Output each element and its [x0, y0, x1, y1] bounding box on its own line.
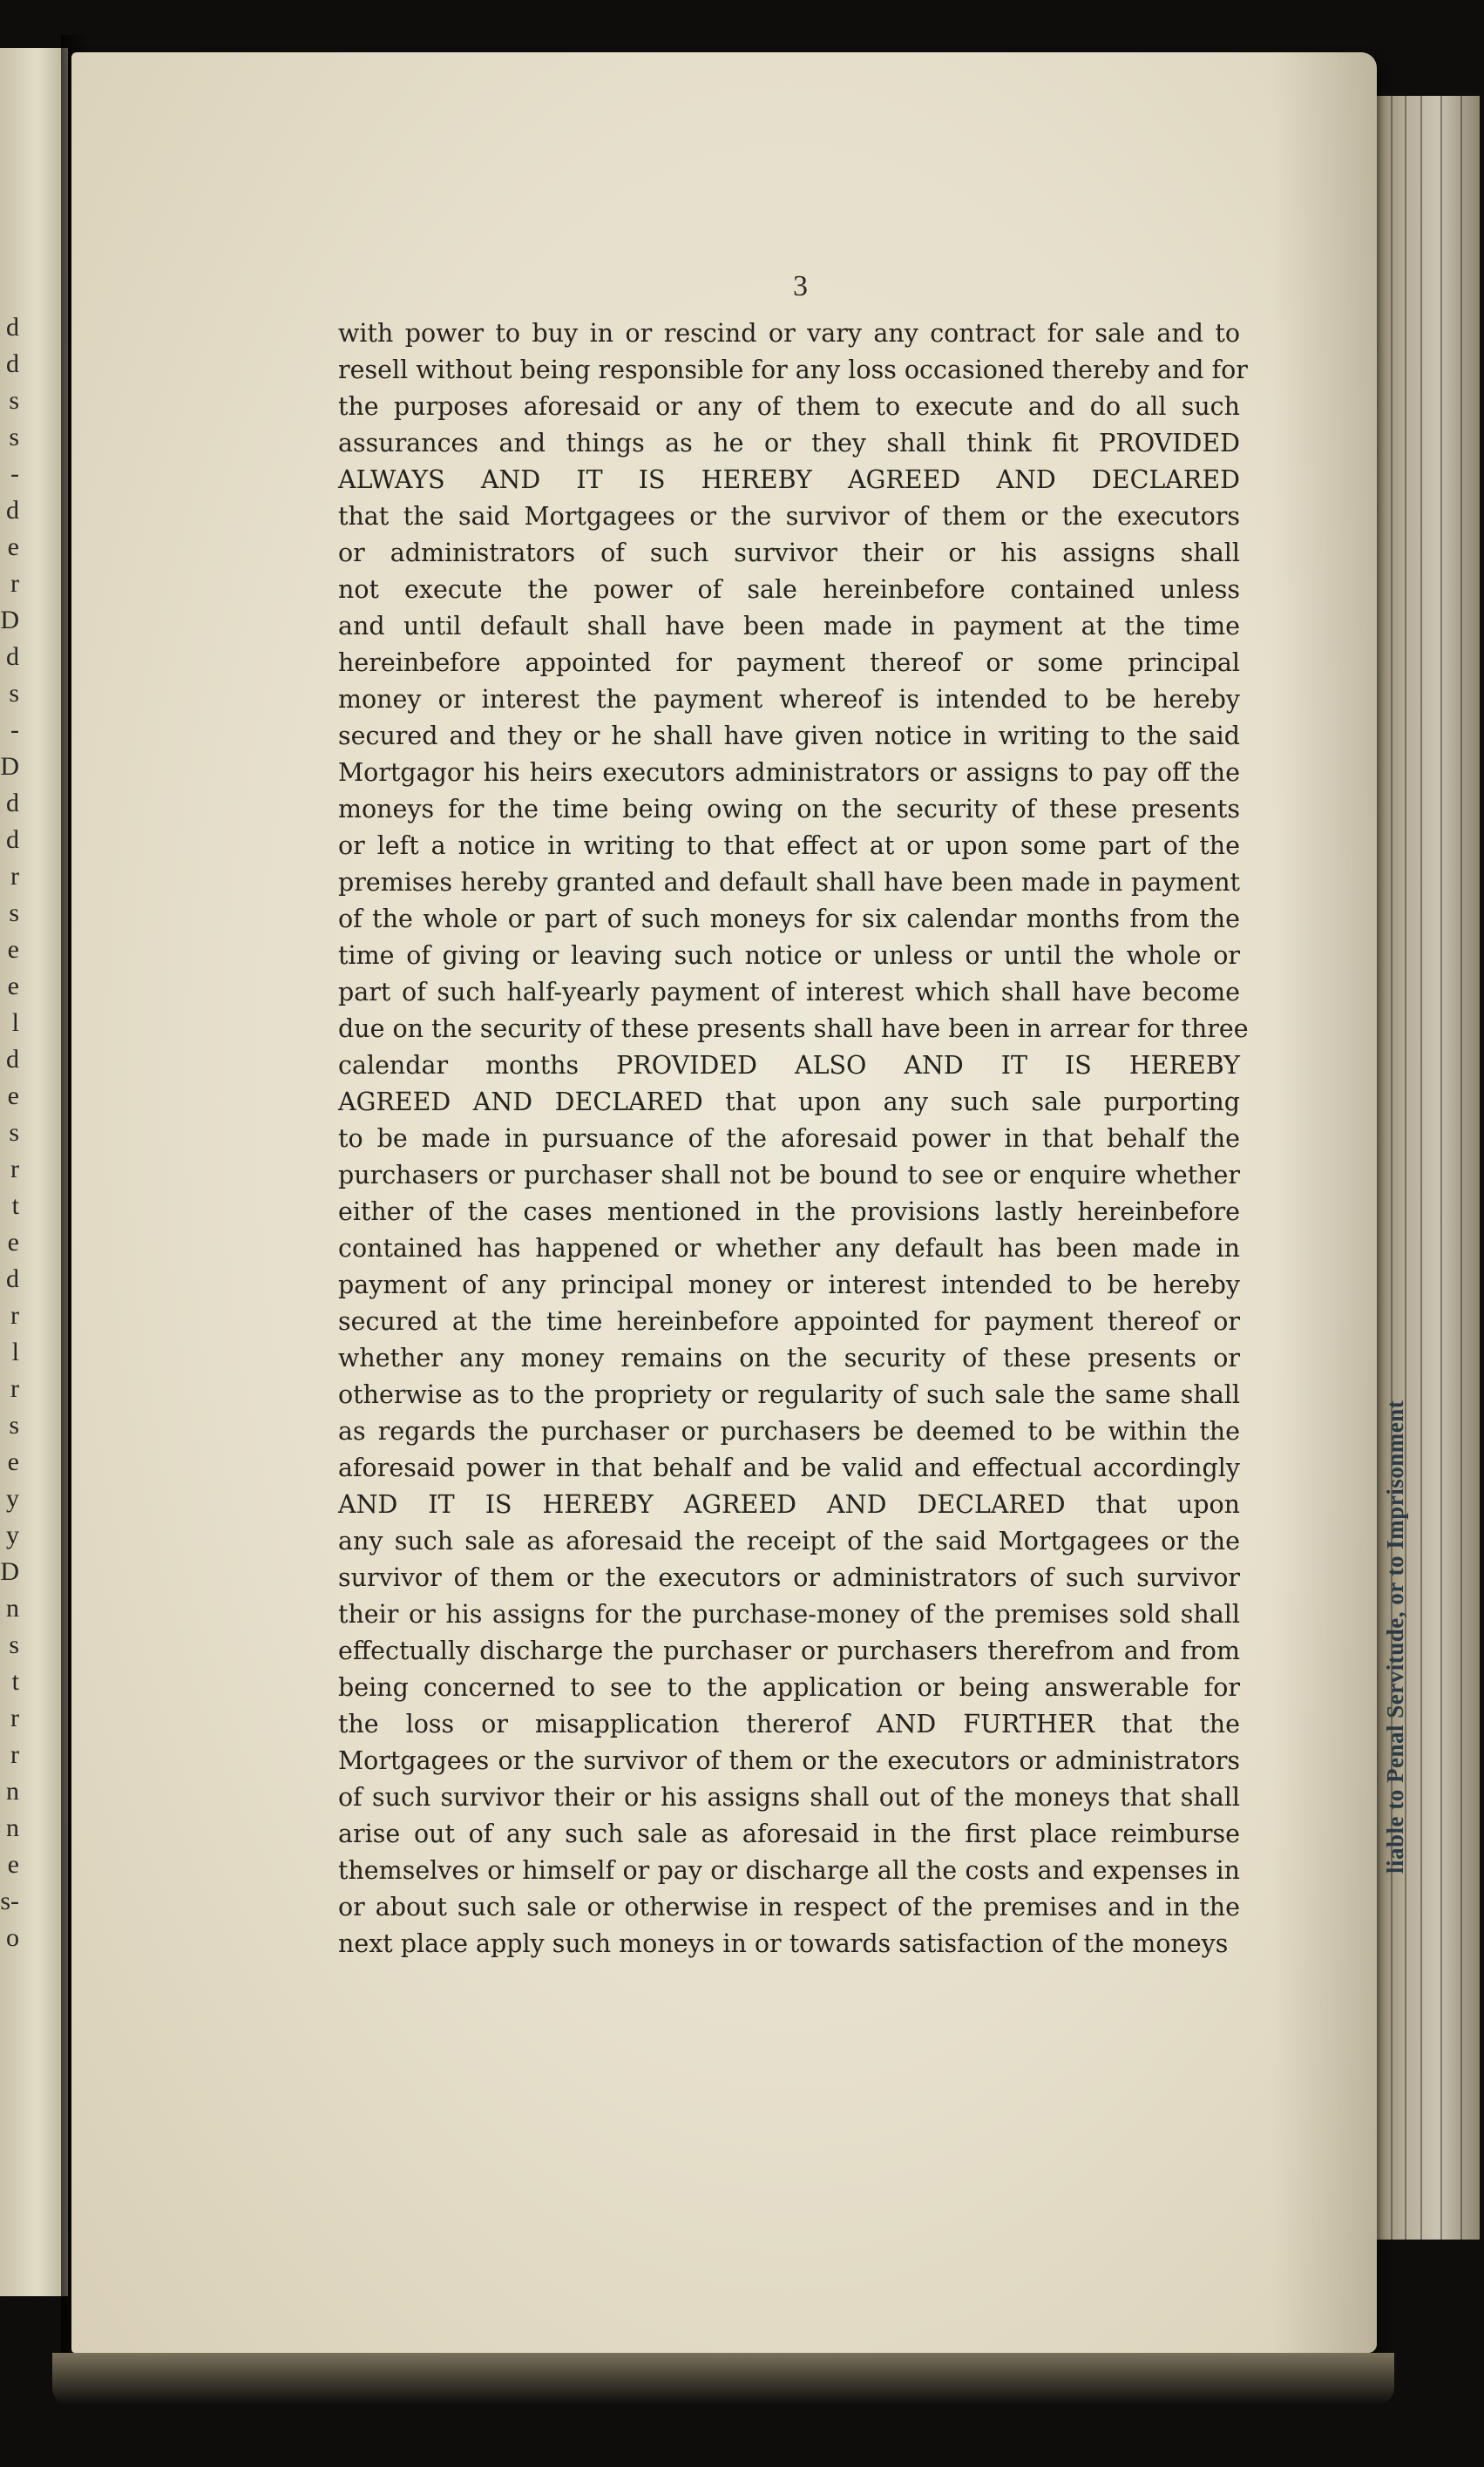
edge-letter: n	[6, 1813, 19, 1842]
edge-letter: -	[10, 715, 19, 744]
text-line: payment of any principal money or interest intended to be hereby	[338, 1271, 1240, 1299]
edge-letter: D	[0, 1557, 19, 1586]
edge-letter: e	[7, 532, 19, 561]
text-line: as regards the purchaser or purchasers be deemed to be within the	[338, 1417, 1240, 1446]
text-line: time of giving or leaving such notice or unless or until the whole or	[338, 941, 1240, 970]
edge-letter: d	[6, 1264, 19, 1293]
edge-letter: r	[10, 862, 19, 891]
text-line: whether any money remains on the security of these presents or	[338, 1344, 1240, 1372]
text-line: not execute the power of sale hereinbefore contained unless	[338, 575, 1240, 604]
edge-letter: t	[11, 1191, 19, 1220]
text-line: or left a notice in writing to that effect at or upon some part of the	[338, 831, 1240, 860]
edge-letter: e	[7, 1081, 19, 1110]
text-line: or about such sale or otherwise in respect of the premises and in the	[338, 1893, 1240, 1921]
edge-letter: y	[6, 1521, 19, 1549]
edge-letter: r	[10, 569, 19, 598]
edge-letter: -	[10, 459, 19, 488]
edge-letter: e	[7, 972, 19, 1000]
edge-letter: d	[6, 496, 19, 525]
edge-letter: d	[6, 642, 19, 671]
edge-letter: s	[9, 423, 19, 451]
edge-letter: r	[10, 1374, 19, 1403]
edge-letter: r	[10, 1155, 19, 1183]
edge-letter: e	[7, 1447, 19, 1476]
page-edge-line	[1460, 96, 1462, 2240]
edge-letter: D	[0, 752, 19, 781]
text-line: AND IT IS HEREBY AGREED AND DECLARED that upon	[338, 1490, 1240, 1519]
text-line: being concerned to see to the application or being answerable for	[338, 1673, 1240, 1702]
text-line: themselves or himself or pay or discharge all the costs and expenses in	[338, 1856, 1240, 1885]
text-line: purchasers or purchaser shall not be bound to see or enquire whether	[338, 1161, 1240, 1189]
page-number: 3	[793, 270, 808, 302]
text-line: resell without being responsible for any loss occasioned thereby and for	[338, 356, 1248, 384]
edge-letter: l	[11, 1008, 19, 1037]
edge-letter: s	[9, 679, 19, 708]
text-line: arise out of any such sale as aforesaid in the first place reimburse	[338, 1820, 1240, 1848]
edge-letter: s	[9, 1118, 19, 1147]
body-text-block	[338, 315, 1249, 1962]
left-page-edge-letters	[0, 309, 19, 1956]
edge-letter: e	[7, 1228, 19, 1257]
text-line: hereinbefore appointed for payment thereof or some principal	[338, 648, 1240, 677]
text-line: survivor of them or the executors or administrators of such survivor	[338, 1563, 1240, 1592]
edge-letter: y	[6, 1484, 19, 1513]
text-line: effectually discharge the purchaser or purchasers therefrom and from	[338, 1637, 1240, 1665]
text-line: or administrators of such survivor their or his assigns shall	[338, 539, 1240, 567]
edge-letter: r	[10, 1301, 19, 1330]
edge-letter: o	[6, 1923, 19, 1952]
edge-letter: r	[10, 1704, 19, 1732]
edge-letter: r	[10, 1740, 19, 1769]
edge-letter: l	[11, 1338, 19, 1366]
edge-letter: d	[6, 825, 19, 854]
text-line: their or his assigns for the purchase-money of the premises sold shall	[338, 1600, 1240, 1629]
edge-letter: d	[6, 1045, 19, 1074]
edge-letter: s	[9, 898, 19, 927]
edge-letter: s-	[0, 1887, 19, 1915]
text-line: secured and they or he shall have given notice in writing to the said	[338, 722, 1240, 750]
text-line: secured at the time hereinbefore appointed for payment thereof or	[338, 1307, 1240, 1336]
text-line: ALWAYS AND IT IS HEREBY AGREED AND DECLARED	[338, 465, 1240, 494]
text-line: of the whole or part of such moneys for six calendar months from the	[338, 905, 1240, 933]
edge-letter: e	[7, 935, 19, 964]
text-line: contained has happened or whether any default has been made in	[338, 1234, 1240, 1263]
text-line: the loss or misapplication thererof AND FURTHER that the	[338, 1710, 1240, 1738]
rotated-side-text: liable to Penal Servitude, or to Imprisonment	[1382, 1400, 1408, 1874]
text-line: that the said Mortgagees or the survivor of them or the executors	[338, 502, 1240, 531]
text-line: otherwise as to the propriety or regularity of such sale the same shall	[338, 1380, 1240, 1409]
left-facing-page	[0, 48, 68, 2296]
edge-letter: e	[7, 1850, 19, 1879]
side-text-container	[1375, 1133, 1427, 1882]
text-line: of such survivor their or his assigns shall out of the moneys that shall	[338, 1783, 1240, 1812]
text-line: aforesaid power in that behalf and be valid and effectual accordingly	[338, 1454, 1240, 1482]
edge-letter: s	[9, 1411, 19, 1440]
text-line: Mortgagees or the survivor of them or the executors or administrators	[338, 1746, 1240, 1775]
edge-letter: t	[11, 1667, 19, 1696]
edge-letter: n	[6, 1777, 19, 1806]
page-edge-line	[1440, 96, 1442, 2240]
text-line: with power to buy in or rescind or vary any contract for sale and to	[338, 319, 1240, 348]
text-line: assurances and things as he or they shall think fit PROVIDED	[338, 429, 1240, 457]
text-line: due on the security of these presents shall have been in arrear for three	[338, 1014, 1249, 1043]
text-line: money or interest the payment whereof is intended to be hereby	[338, 685, 1240, 714]
text-line: AGREED AND DECLARED that upon any such sale purporting	[338, 1088, 1240, 1116]
text-line: and until default shall have been made in payment at the time	[338, 612, 1240, 640]
text-line: part of such half-yearly payment of interest which shall have become	[338, 978, 1240, 1006]
text-line: either of the cases mentioned in the provisions lastly hereinbefore	[338, 1197, 1240, 1226]
edge-letter: s	[9, 1630, 19, 1659]
text-line: any such sale as aforesaid the receipt of the said Mortgagees or the	[338, 1527, 1240, 1555]
edge-letter: d	[6, 313, 19, 342]
edge-letter: s	[9, 386, 19, 415]
text-line: the purposes aforesaid or any of them to execute and do all such	[338, 392, 1240, 421]
text-line: calendar months PROVIDED ALSO AND IT IS HEREBY	[338, 1051, 1240, 1080]
edge-letter: D	[0, 606, 19, 634]
text-line: to be made in pursuance of the aforesaid power in that behalf the	[338, 1124, 1240, 1153]
edge-letter: d	[6, 349, 19, 378]
text-line: moneys for the time being owing on the security of these presents	[338, 795, 1240, 823]
edge-letter: d	[6, 789, 19, 817]
edge-letter: n	[6, 1594, 19, 1623]
text-line: Mortgagor his heirs executors administrators or assigns to pay off the	[338, 758, 1240, 787]
text-line: premises hereby granted and default shall have been made in payment	[338, 868, 1240, 897]
book-bottom-edge	[52, 2353, 1394, 2405]
text-line: next place apply such moneys in or towards satisfaction of the moneys	[338, 1929, 1229, 1958]
